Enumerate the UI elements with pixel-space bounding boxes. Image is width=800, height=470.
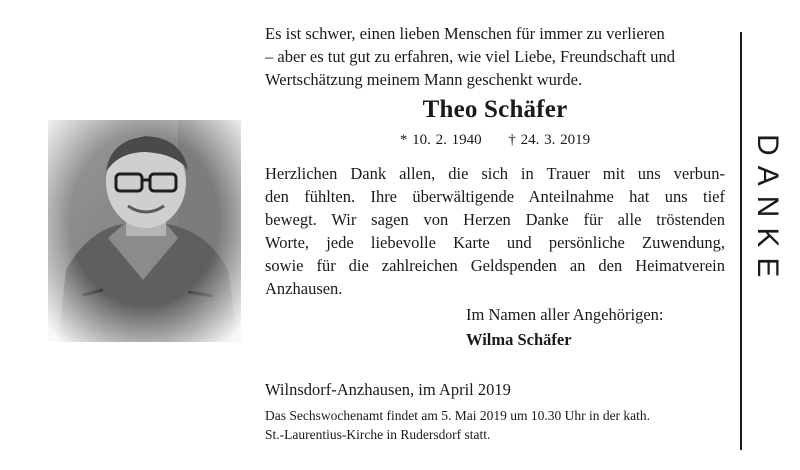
thanks-line: bewegt. Wir sagen von Herzen Danke für alle tröstenden [265, 210, 725, 229]
signer-name: Wilma Schäfer [466, 330, 572, 349]
thanks-line: sowie für die zahlreichen Geldspenden an den Heimatverein [265, 256, 725, 275]
intro-text [265, 22, 725, 91]
side-label-danke: DANKE [751, 134, 784, 288]
thanks-line: Worte, jede liebevolle Karte und persönliche Zuwendung, [265, 233, 725, 252]
intro-line: Es ist schwer, einen lieben Menschen für immer zu verlieren [265, 24, 665, 43]
life-dates [265, 132, 725, 149]
note-line: Das Sechswochenamt findet am 5. Mai 2019 um 10.30 Uhr in der kath. [265, 408, 651, 423]
thanks-text [265, 162, 725, 300]
thanks-line: den fühlten. Ihre überwältigende Anteilnahme hat uns tief [265, 187, 725, 206]
place-date: Wilnsdorf-Anzhausen, im April 2019 [265, 380, 511, 399]
intro-line: – aber es tut gut zu erfahren, wie viel Liebe, Freundschaft und [265, 47, 676, 66]
thanks-line: Anzhausen. [265, 279, 343, 298]
portrait-photo [48, 120, 241, 342]
vertical-divider [740, 32, 742, 450]
note-line: St.-Laurentius-Kirche in Rudersdorf statt. [265, 427, 491, 442]
death-date: † 24. 3. 2019 [508, 132, 591, 148]
signoff-text: Im Namen aller Angehörigen: [466, 305, 664, 324]
intro-line: Wertschätzung meinem Mann geschenkt wurde. [265, 70, 583, 89]
deceased-name: Theo Schäfer [422, 96, 568, 123]
thanks-line: Herzlichen Dank allen, die sich in Trauer mit uns verbun- [265, 164, 725, 183]
memorial-note [265, 406, 725, 444]
birth-date: * 10. 2. 1940 [399, 132, 482, 148]
